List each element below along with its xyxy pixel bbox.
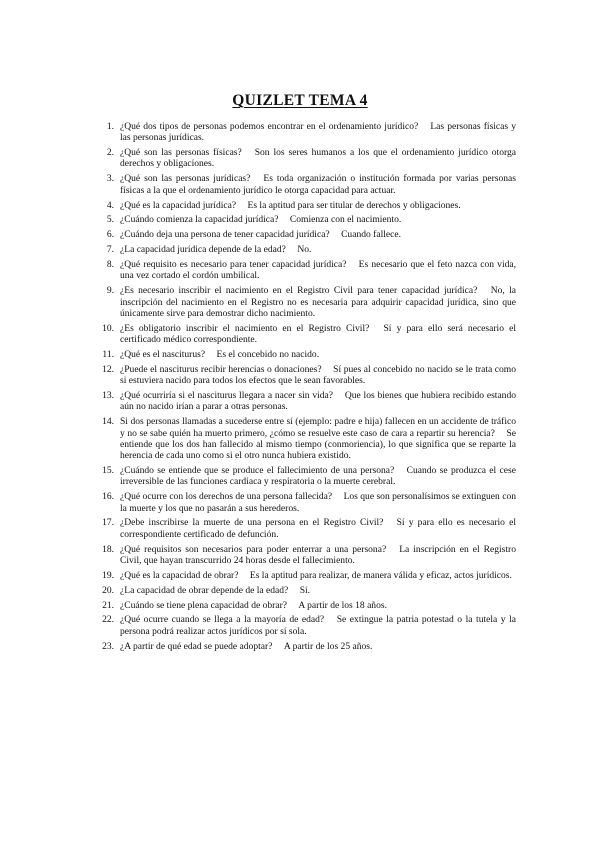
question-text: ¿Qué es la capacidad jurídica?: [120, 199, 237, 211]
answer-text: La inscripción en el Registro Civil, que hayan transcurrido 24 horas desde el fallecimiento.: [120, 543, 516, 566]
item-number: 4.: [106, 199, 114, 211]
item-number: 6.: [106, 229, 114, 241]
item-number: 9.: [106, 285, 114, 297]
item-number: 21.: [102, 599, 114, 611]
item-number: 23.: [102, 640, 114, 652]
question-list: [98, 121, 516, 656]
answer-text: Se extingue la patria potestad o la tutela y la persona podrá realizar actos jurídicos por sí sola.: [120, 614, 516, 637]
item-number: 19.: [102, 569, 114, 581]
item-number: 7.: [106, 244, 114, 256]
list-item: [98, 147, 516, 170]
question-text: ¿Qué es la capacidad de obrar?: [120, 569, 239, 581]
item-number: 15.: [102, 465, 114, 477]
list-item: [98, 285, 516, 319]
answer-text: Cuando fallece.: [341, 229, 401, 241]
question-text: ¿Qué ocurre cuando se llega a la mayoría de edad?: [120, 614, 325, 626]
answer-text: Cuando se produzca el cese irreversible de las funciones cardiaca y respiratoria o la muerte cerebral.: [120, 465, 516, 488]
item-number: 3.: [106, 173, 114, 185]
item-number: 17.: [102, 517, 114, 529]
answer-text: Es la aptitud para ser titular de derechos y obligaciones.: [247, 199, 461, 211]
item-number: 18.: [102, 543, 114, 555]
answer-text: Es toda organización o institución formada por varias personas físicas a la que el ordenamiento jurídico le otorga capacidad para actuar.: [120, 173, 516, 196]
question-text: ¿Qué ocurre con los derechos de una persona fallecida?: [120, 491, 333, 503]
question-text: ¿Es necesario inscribir el nacimiento en el Registro Civil para tener capacidad jurídica?: [120, 285, 478, 297]
answer-text: Que los bienes que hubiera recibido estando aún no nacido irían a parar a otras personas.: [120, 390, 517, 413]
question-text: ¿Es obligatorio inscribir el nacimiento en el Registro Civil?: [120, 322, 370, 334]
list-item: [98, 614, 516, 637]
list-item: [98, 600, 516, 611]
answer-text: Es el concebido no nacido.: [216, 348, 320, 360]
answer-text: No, la inscripción del nacimiento en el Registro no es necesaria para adquirir capacidad jurídica, sino que únicamente sirve para demostrar dicho nacimiento.: [120, 285, 516, 319]
list-item: [98, 229, 516, 240]
question-text: ¿Cuándo se tiene plena capacidad de obrar?: [120, 599, 287, 611]
list-item: [98, 641, 516, 652]
item-number: 2.: [106, 147, 114, 159]
question-text: ¿Qué son las personas jurídicas?: [120, 173, 251, 185]
page-title: QUIZLET TEMA 4: [232, 92, 368, 109]
list-item: [98, 491, 516, 514]
list-item: [98, 349, 516, 360]
item-number: 8.: [106, 259, 114, 271]
answer-text: Sí pues al concebido no nacido se le trata como si estuviera nacido para todos los efectos que le sean favorables.: [120, 363, 516, 387]
list-item: [98, 121, 516, 144]
list-item: [98, 364, 516, 387]
question-text: ¿Qué dos tipos de personas podemos encontrar en el ordenamiento jurídico?: [120, 121, 419, 132]
answer-text: Comienza con el nacimiento.: [289, 214, 402, 226]
list-item: [98, 517, 516, 540]
question-text: Si dos personas llamadas a sucederse entre sí (ejemplo: padre e hija) fallecen en un accidente de tráfico y no se sabe quién ha muerto primero, ¿cómo se resuelve este caso de cara a repartir su herencia?: [120, 416, 516, 439]
question-text: ¿Puede el nasciturus recibir herencias o donaciones?: [120, 363, 322, 375]
list-item: [98, 323, 516, 346]
answer-text: A partir de los 18 años.: [298, 599, 387, 611]
list-item: [98, 259, 516, 282]
answer-text: Se entiende que los dos han fallecido al mismo tiempo (conmoriencia), lo que significa que se reparte la herencia de cada uno como si el otro nunca hubiera existido.: [120, 427, 516, 462]
answer-text: Sí y para ello es necesario el correspondiente certificado de defunción.: [120, 517, 517, 540]
question-text: ¿A partir de qué edad se puede adoptar?: [120, 640, 273, 652]
answer-text: Es necesario que el feto nazca con vida, una vez cortado el cordón umbilical.: [120, 259, 516, 282]
item-number: 14.: [102, 416, 114, 428]
item-number: 13.: [102, 390, 114, 402]
question-text: ¿Qué ocurriría si el nasciturus llegara a nacer sin vida?: [120, 390, 333, 402]
list-item: [98, 200, 516, 211]
item-number: 16.: [102, 491, 114, 503]
answer-text: Son los seres humanos a los que el ordenamiento jurídico otorga derechos y obligaciones.: [120, 147, 517, 170]
question-text: ¿Cuándo comienza la capacidad jurídica?: [120, 214, 279, 226]
list-item: [98, 585, 516, 596]
answer-text: Sí y para ello será necesario el certificado médico correspondiente.: [120, 322, 516, 346]
item-number: 22.: [102, 614, 114, 626]
answer-text: No.: [297, 244, 312, 256]
answer-text: A partir de los 25 años.: [283, 640, 373, 652]
question-text: ¿Qué son las personas físicas?: [120, 147, 242, 159]
question-text: ¿Qué requisito es necesario para tener capacidad jurídica?: [120, 259, 347, 271]
question-text: ¿La capacidad jurídica depende de la edad?: [120, 244, 286, 256]
list-item: [98, 544, 516, 567]
question-text: ¿Debe inscribirse la muerte de una persona en el Registro Civil?: [120, 517, 384, 529]
item-number: 1.: [106, 121, 114, 132]
question-text: ¿Cuándo deja una persona de tener capacidad jurídica?: [120, 229, 330, 241]
item-number: 12.: [102, 363, 114, 375]
question-text: ¿La capacidad de obrar depende de la edad?: [120, 584, 289, 596]
list-item: [98, 465, 516, 488]
answer-text: Es la aptitud para realizar, de manera válida y eficaz, actos jurídicos.: [249, 569, 512, 581]
list-item: [98, 416, 516, 461]
list-item: [98, 173, 516, 196]
list-item: [98, 570, 516, 581]
item-number: 5.: [106, 214, 114, 226]
list-item: [98, 390, 516, 413]
question-text: ¿Qué requisitos son necesarios para poder enterrar a una persona?: [120, 543, 387, 555]
answer-text: Los que son personalísimos se extinguen con la muerte y los que no pasarán a sus herederos.: [120, 491, 516, 514]
list-item: [98, 244, 516, 255]
answer-text: Las personas físicas y las personas jurídicas.: [120, 121, 516, 144]
question-text: ¿Cuándo se entiende que se produce el fallecimiento de una persona?: [120, 465, 395, 477]
answer-text: Sí.: [299, 584, 311, 596]
item-number: 20.: [102, 584, 114, 596]
question-text: ¿Qué es el nasciturus?: [120, 348, 206, 360]
list-item: [98, 214, 516, 225]
item-number: 11.: [102, 348, 114, 360]
item-number: 10.: [102, 322, 114, 334]
